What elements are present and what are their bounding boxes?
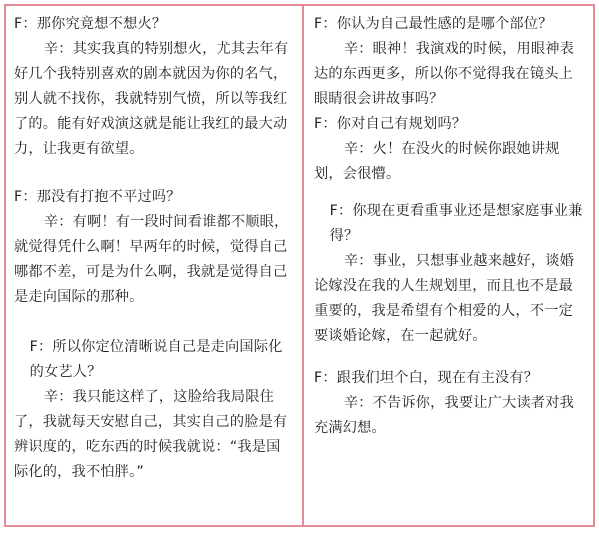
right-column [304, 6, 593, 525]
article-page [4, 4, 595, 527]
answer: 辛：有啊！有一段时间看谁都不顺眼，就觉得凭什么啊！早两年的时候，觉得自己哪都不差，可是为什么啊，我就是觉得自己是走向国际的那种。 [14, 214, 289, 305]
answer: 辛：不告诉你，我要让广大读者对我充满幻想。 [314, 395, 575, 436]
question: F：那没有打抱不平过吗？ [14, 189, 181, 205]
qa-block [314, 199, 587, 349]
question: F：那你究竟想不想火？ [14, 16, 167, 32]
answer: 辛：其实我真的特别想火，尤其去年有好几个我特别喜欢的剧本就因为你的名气，别人就不找你，我就特别气愤，所以等我红了的。能有好戏演这就是能让我红的最大动力，让我更有欲望。 [14, 41, 289, 157]
question: F：所以你定位清晰说自己是走向国际化的女艺人？ [29, 339, 283, 380]
answer: 辛：我只能这样了，这脸给我局限住了，我就每天安慰自己，其实自己的脸是有辨识度的，吃东西的时候我就说：“我是国际化的，我不怕胖。” [14, 389, 288, 480]
question: F：跟我们坦个白，现在有主没有？ [314, 370, 539, 386]
qa-block [14, 335, 294, 485]
qa-block [314, 366, 587, 441]
question: F：你认为自己最性感的是哪个部位？ [314, 16, 553, 32]
qa-block [314, 12, 587, 112]
answer: 辛：眼神！我演戏的时候，用眼神表达的东西更多，所以你不觉得我在镜头上眼睛很会讲故事吗？ [314, 41, 575, 107]
qa-block [14, 12, 294, 162]
qa-block [14, 185, 294, 310]
question: F：你现在更看重事业还是想家庭事业兼得？ [329, 203, 583, 244]
qa-block [314, 112, 587, 187]
answer: 辛：事业，只想事业越来越好，谈婚论嫁没在我的人生规划里，而且也不是最重要的，我是希望有个相爱的人，不一定要谈婚论嫁，在一起就好。 [314, 253, 575, 344]
question: F：你对自己有规划吗？ [314, 116, 467, 132]
answer: 辛：火！在没火的时候你跟她讲规划，会很懵。 [314, 141, 560, 182]
left-column [6, 6, 302, 525]
